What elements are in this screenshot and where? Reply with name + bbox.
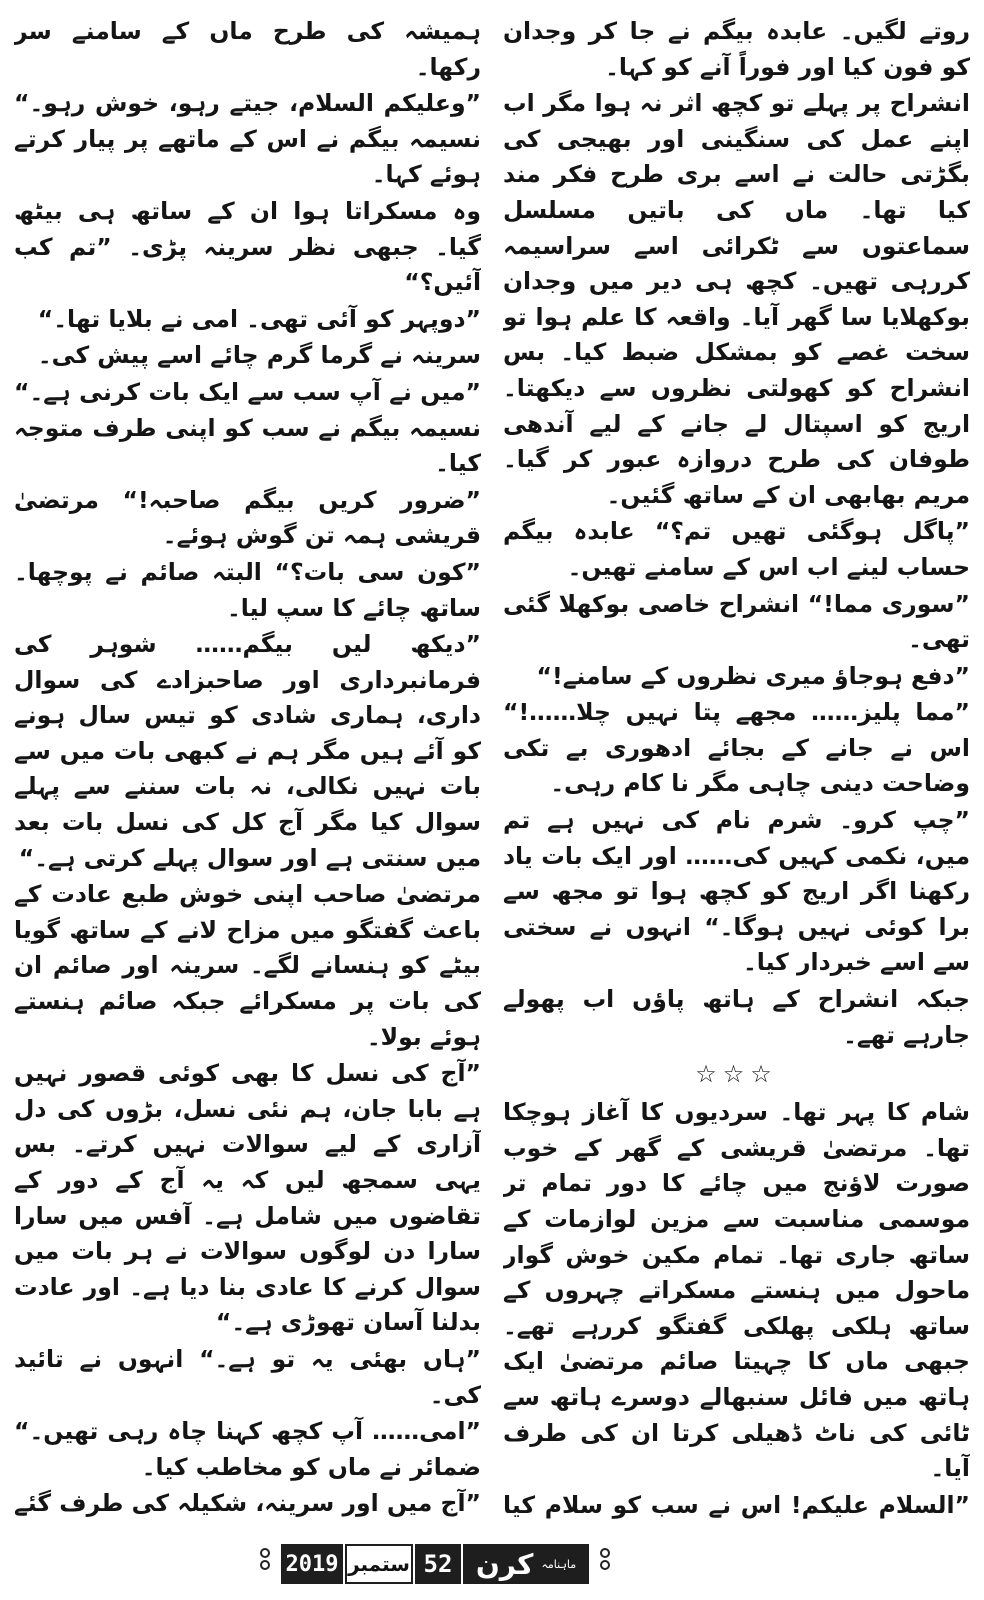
paragraph: روتے لگیں۔ عابدہ بیگم نے جا کر وجدان کو فون کیا اور فوراً آنے کو کہا۔ — [503, 17, 970, 81]
paragraph: ”دیکھ لیں بیگم…… شوہر کی فرمانبرداری اور صاحبزادے کی سوال داری، ہماری شادی کو تیس سال ہونے کو آئے ہیں مگر ہم نے کبھی بات میں سے بات نہیں نکالی، نہ بات سننے سے پہلے سوال کیا مگر آج کل کی نسل بات بعد میں سنتی ہے اور سوال پہلے کرتی ہے۔“ — [14, 630, 481, 872]
left-column — [14, 14, 481, 1526]
ornament-icon — [255, 1548, 275, 1578]
paragraph: ”چپ کرو۔ شرم نام کی نہیں ہے تم میں، نکمی کہیں کی…… اور ایک بات یاد رکھنا اگر اریج کو کچھ ہوا تو مجھ سے برا کوئی نہیں ہوگا۔“ انہوں نے سختی سے اسے خبردار کیا۔ — [503, 806, 970, 977]
paragraph: ”پاگل ہوگئی تھیں تم؟“ عابدہ بیگم حساب لینے اب اس کے سامنے تھیں۔ — [503, 517, 970, 581]
section-divider-stars: ☆☆☆ — [695, 1060, 778, 1089]
paragraph: شام کا پہر تھا۔ سردیوں کا آغاز ہوچکا تھا۔ مرتضیٰ قریشی کے گھر کے خوب صورت لاؤنج میں چائے کا دور تمام تر موسمی مناسبت سے مزین لوازمات کے ساتھ جاری تھا۔ تمام مکین خوش گوار ماحول میں ہنستے مسکراتے چہروں کے ساتھ ہلکی پھلکی گفتگو کررہے تھے۔ جبھی ماں کا چہیتا صائم مرتضیٰ ایک ہاتھ میں فائل سنبھالے دوسرے ہاتھ سے ٹائی کی ناٹ ڈھیلی کرتا ان کی طرف آیا۔ — [503, 1098, 970, 1483]
paragraph: ”آج کی نسل کا بھی کوئی قصور نہیں ہے بابا جان، ہم نئی نسل، بڑوں کی دل آزاری کے لیے سوالات نہیں کرتے۔ بس یہی سمجھ لیں کہ یہ آج کے دور کے تقاضوں میں شامل ہے۔ آفس میں سارا سارا دن لوگوں سوالات نے ہر بات میں سوال کرنے کا عادی بنا دیا ہے۔ اور عادت بدلنا آسان تھوڑی ہے۔“ — [14, 1059, 481, 1337]
footer-month: ستمبر — [345, 1544, 413, 1584]
page-number: 52 — [415, 1544, 461, 1584]
paragraph: ”میں نے آپ سب سے ایک بات کرنی ہے۔“ نسیمہ بیگم نے سب کو اپنی طرف متوجہ کیا۔ — [14, 377, 481, 478]
paragraph: ”کون سی بات؟“ البتہ صائم نے پوچھا۔ ساتھ چائے کا سپ لیا۔ — [14, 557, 481, 622]
paragraph: ”دفع ہوجاؤ میری نظروں کے سامنے!“ — [536, 661, 970, 690]
magazine-name — [463, 1544, 589, 1584]
paragraph: ”امی…… آپ کچھ کہنا چاہ رہی تھیں۔“ ضمائر نے ماں کو مخاطب کیا۔ — [14, 1417, 481, 1481]
paragraph: انشراح پر پہلے تو کچھ اثر نہ ہوا مگر اب اپنے عمل کی سنگینی اور بھیجی کی بگڑتی حالت نے اسے بری طرح فکر مند کیا تھا۔ ماں کی باتیں مسلسل سماعتوں سے ٹکرائی اسے سراسیمہ کررہی تھیں۔ کچھ ہی دیر میں وجدان بوکھلایا سا گھر آیا۔ واقعہ کا علم ہوا تو سخت غصے کو بمشکل ضبط کیا۔ بس انشراح کو کھولتی نظروں سے دیکھتا۔ اریج کو اسپتال لے جانے کے لیے آندھی طوفان کی طرح دروازہ عبور کر گیا۔ مریم بھابھی ان کے ساتھ گئیں۔ — [503, 89, 970, 509]
paragraph: ہمیشہ کی طرح ماں کے سامنے سر رکھا۔ — [14, 17, 481, 81]
magazine-subtitle: ماہنامہ — [541, 1557, 577, 1571]
page-footer — [255, 1538, 615, 1588]
ornament-icon — [595, 1548, 615, 1578]
paragraph: سرینہ نے گرما گرم چائے اسے پیش کی۔ — [37, 341, 481, 370]
paragraph: ”دوپہر کو آئی تھی۔ امی نے بلایا تھا۔“ — [37, 304, 481, 333]
paragraph: ”وعلیکم السلام، جیتے رہو، خوش رہو۔“ نسیمہ بیگم نے اس کے ماتھے پر پیار کرتے ہوئے کہا۔ — [14, 89, 481, 189]
paragraph: ”ہاں بھئی یہ تو ہے۔“ انہوں نے تائید کی۔ — [14, 1344, 481, 1409]
paragraph: جبکہ انشراح کے ہاتھ پاؤں اب پھولے جارہے تھے۔ — [503, 985, 970, 1049]
paragraph: ”آج میں اور سرینہ، شکیلہ کی طرف گئے — [14, 1489, 481, 1518]
paragraph: ”ضرور کریں بیگم صاحبہ!“ مرتضیٰ قریشی ہمہ تن گوش ہوئے۔ — [14, 485, 481, 550]
paragraph: ”مما پلیز…… مجھے پتا نہیں چلا……!“ اس نے جانے کے بجائے ادھوری بے تکی وضاحت دینی چاہی مگر نا کام رہی۔ — [503, 698, 970, 798]
right-column — [503, 14, 970, 1526]
paragraph: ”السلام علیکم! اس نے سب کو سلام کیا — [503, 1490, 970, 1519]
paragraph: وہ مسکراتا ہوا ان کے ساتھ ہی بیٹھ گیا۔ جبھی نظر سرینہ پڑی۔ ”تم کب آئیں؟“ — [14, 196, 481, 297]
magazine-title: کرن — [475, 1547, 534, 1581]
footer-year: 2019 — [281, 1544, 343, 1584]
paragraph: ”سوری مما!“ انشراح خاصی بوکھلا گئی تھی۔ — [503, 589, 970, 654]
text-columns — [14, 14, 970, 1526]
paragraph: مرتضیٰ صاحب اپنی خوش طبع عادت کے باعث گفتگو میں مزاح لانے کے ساتھ گویا بیٹے کو ہنسانے لگے۔ سرینہ اور صائم ان کی بات پر مسکرائے جبکہ صائم ہنستے ہوئے بولا۔ — [14, 880, 481, 1051]
